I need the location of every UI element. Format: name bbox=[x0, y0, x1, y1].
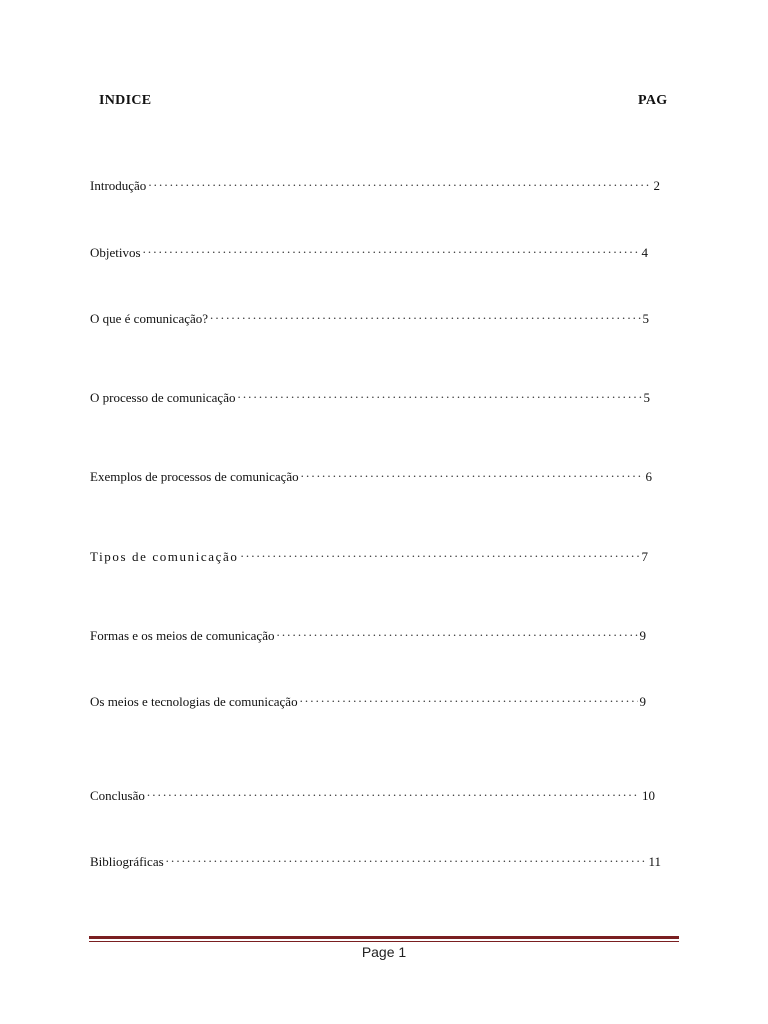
toc-entry-label: Objetivos bbox=[90, 245, 141, 260]
toc-entry-page: 5 bbox=[643, 390, 650, 405]
toc-entry-page: 9 bbox=[639, 628, 646, 643]
page-column-heading: PAG bbox=[638, 93, 668, 108]
toc-entry-meios-e-tecnologias bbox=[90, 690, 646, 708]
toc-entry-label: O processo de comunicação bbox=[90, 390, 236, 405]
dot-leader bbox=[148, 174, 651, 190]
toc-entry-label: Introdução bbox=[90, 178, 147, 193]
toc-entry-page: 6 bbox=[645, 469, 652, 484]
toc-entry-label: Os meios e tecnologias de comunicação bbox=[90, 694, 298, 709]
dot-leader bbox=[237, 386, 641, 402]
toc-entry-page: 7 bbox=[641, 549, 648, 564]
page-number-footer: Page 1 bbox=[361, 944, 407, 960]
dot-leader bbox=[300, 690, 638, 706]
toc-entry-label: Formas e os meios de comunicação bbox=[90, 628, 275, 643]
toc-entry-o-que-e-comunicacao bbox=[90, 307, 649, 325]
toc-entry-page: 10 bbox=[642, 788, 655, 803]
toc-entry-label: Conclusão bbox=[90, 788, 145, 803]
toc-entry-formas-e-meios bbox=[90, 624, 646, 642]
toc-entry-page: 9 bbox=[639, 694, 646, 709]
dot-leader bbox=[301, 465, 644, 481]
dot-leader bbox=[210, 307, 640, 323]
dot-leader bbox=[166, 850, 647, 866]
index-title: INDICE bbox=[99, 93, 152, 108]
toc-entry-bibliograficas bbox=[90, 850, 661, 868]
footer-rule-thin bbox=[89, 941, 679, 942]
footer-rule-thick bbox=[89, 936, 679, 939]
toc-entry-page: 4 bbox=[641, 245, 648, 260]
dot-leader bbox=[276, 624, 637, 640]
toc-entry-label: O que é comunicação? bbox=[90, 311, 209, 326]
toc-entry-tipos-de-comunicacao bbox=[90, 545, 648, 563]
toc-entry-page: 5 bbox=[642, 311, 649, 326]
toc-entry-exemplos-de-processos bbox=[90, 465, 652, 483]
toc-entry-processo-de-comunicacao bbox=[90, 386, 650, 404]
toc-entry-objetivos bbox=[90, 241, 648, 259]
toc-entry-label: Tipos de comunicação bbox=[90, 549, 239, 564]
dot-leader bbox=[143, 241, 640, 257]
dot-leader bbox=[241, 545, 640, 561]
toc-entry-label: Bibliográficas bbox=[90, 854, 164, 869]
toc-entry-label: Exemplos de processos de comunicação bbox=[90, 469, 299, 484]
toc-entry-page: 2 bbox=[653, 178, 660, 193]
toc-entry-page: 11 bbox=[648, 854, 661, 869]
toc-entry-introducao bbox=[90, 174, 660, 192]
toc-entry-conclusao bbox=[90, 784, 655, 802]
dot-leader bbox=[147, 784, 640, 800]
